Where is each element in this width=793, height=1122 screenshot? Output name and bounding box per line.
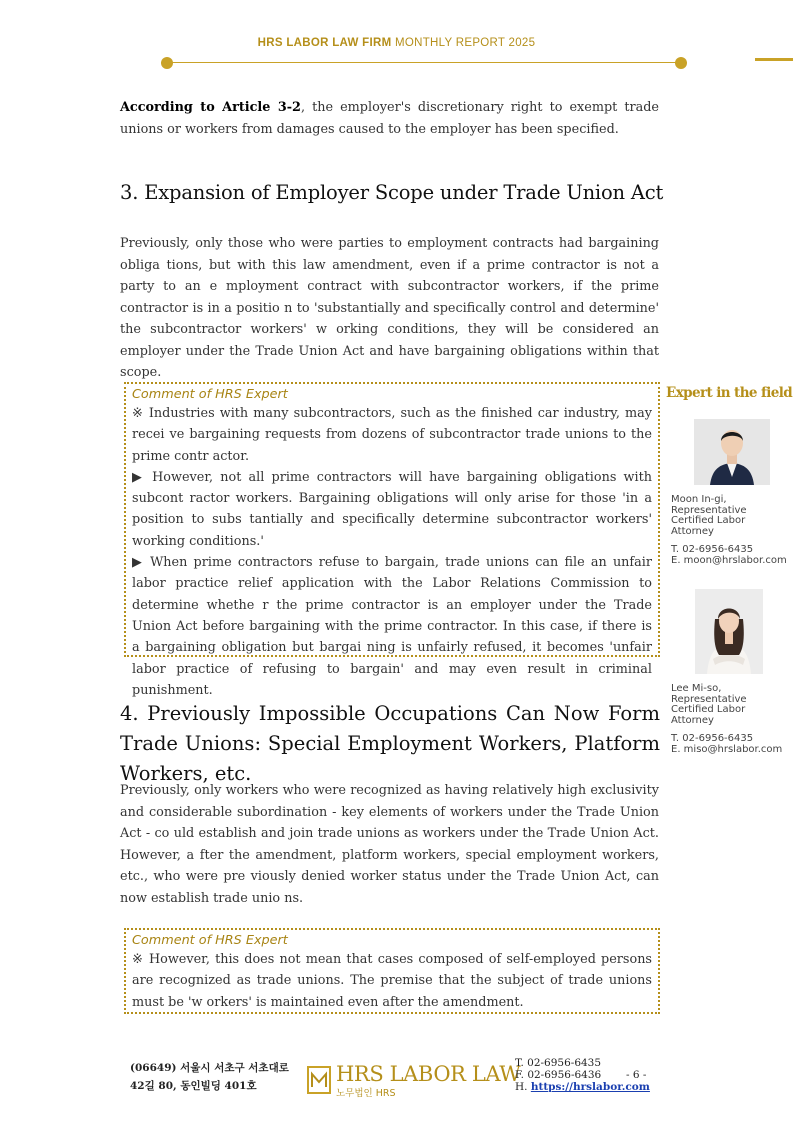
expert-info-moon — [671, 495, 787, 566]
header-dot-right — [675, 57, 687, 69]
expert-title: Representative — [671, 693, 747, 705]
homepage-link[interactable]: https://hrslabor.com — [530, 1081, 650, 1093]
expert-title: Attorney — [671, 525, 714, 537]
section-3-body: Previously, only those who were parties to employment contracts had bargaining obliga tions, but with this law amendment, even if a prime contractor is not a party to an e mployment contract with subcontractor workers, if the prime contractor is in a positio n to 'substantially and specifically control and determine' the subcontractor workers' w orking conditions, they will be considered an employer under the Trade Union Act and have bargaining obligations within that scope. — [120, 236, 659, 380]
expert-name: Moon In-gi, — [671, 494, 727, 505]
expert-photo-lee — [695, 589, 763, 674]
expert-comment-box-2 — [124, 928, 660, 1014]
expert-title: Attorney — [671, 714, 714, 726]
expert-comment-box-1 — [124, 382, 660, 698]
comment-title: Comment of HRS Expert — [132, 933, 288, 948]
footer-homepage: H. https://hrslabor.com — [515, 1081, 650, 1093]
comment-title: Comment of HRS Expert — [132, 387, 288, 402]
firm-logo-text: HRS LABOR LAW — [336, 1062, 521, 1086]
section-3-heading: 3. Expansion of Employer Scope under Trade Union Act — [120, 181, 664, 204]
page-number: - 6 - — [626, 1069, 647, 1081]
comment-item: ※ However, this does not mean that cases composed of self-employed persons are recognized as trade unions. The premise that the subject of trade unions must be 'w orkers' is maintained even after the amendment. — [132, 952, 652, 1010]
header-accent-bar — [755, 58, 793, 61]
expert-email[interactable]: E. miso@hrslabor.com — [671, 743, 783, 755]
expert-email[interactable]: E. moon@hrslabor.com — [671, 554, 787, 566]
expert-photo-moon — [694, 419, 770, 485]
expert-sidebar-heading: Expert in the field — [666, 385, 793, 401]
footer-tel: T. 02-6956-6435 — [515, 1057, 602, 1069]
firm-logo-mark-icon — [307, 1066, 331, 1094]
report-header-title: HRS LABOR LAW FIRM MONTHLY REPORT 2025 — [257, 37, 536, 49]
header-dot-left — [161, 57, 173, 69]
firm-logo-subtitle: 노무법인 HRS — [336, 1088, 396, 1099]
expert-title: Representative — [671, 504, 747, 516]
section-4-heading: 4. Previously Impossible Occupations Can Now Form Trade Unions: Special Employment Workers, Platform Workers, etc. — [120, 702, 660, 785]
section-4-body: Previously, only workers who were recognized as having relatively high exclusivity and considerable subordination - key elements of workers under the Trade Union Act - co uld establish and join trade unions as workers under the Trade Union Act. However, a fter the amendment, platform workers, special employment workers, etc., who were pre viously denied worker status under the Trade Union Act, can now establish trade unio ns. — [120, 783, 659, 906]
header-divider — [168, 62, 682, 63]
expert-title: Certified Labor — [671, 704, 746, 715]
expert-title: Certified Labor — [671, 515, 746, 526]
comment-item: ▶ When prime contractors refuse to bargain, trade unions can file an unfair labor practice relief application with the Labor Relations Commission to determine whethe r the prime contractor is an employer under the Trade Union Act before bargaining with the prime contractor. In this case, if there is a bargaining obligation but bargai ning is unfairly refused, it becomes 'unfair labor practice of refusing to bargain' and may even result in criminal punishment. — [132, 555, 652, 698]
expert-phone: T. 02-6956-6435 — [671, 544, 754, 555]
expert-name: Lee Mi-so, — [671, 683, 722, 694]
expert-info-lee — [671, 684, 782, 755]
footer-fax: F. 02-6956-6436 — [515, 1069, 602, 1081]
comment-item: ▶ However, not all prime contractors will have bargaining obligations with subcont ractor workers. Bargaining obligations will only arise for those 'in a position to subs tantially and specifically determine subcontractor workers' working conditions.' — [132, 469, 652, 549]
comment-item: ※ Industries with many subcontractors, such as the finished car industry, may recei ve bargaining requests from dozens of subcontractor trade unions to the prime contr actor. — [132, 406, 652, 464]
article-reference: According to Article 3-2 — [120, 100, 301, 115]
intro-paragraph: According to Article 3-2, the employer's discretionary right to exempt trade unions or workers from damages caused to the employer has been specified. — [120, 100, 660, 137]
footer-address: (06649) 서울시 서초구 서초대로 42길 80, 동인빌딩 401호 — [130, 1062, 289, 1092]
expert-phone: T. 02-6956-6435 — [671, 733, 754, 744]
